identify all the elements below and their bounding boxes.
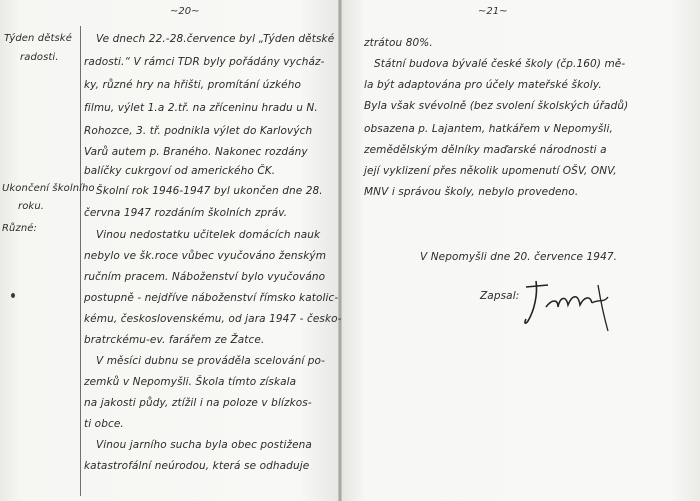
text-line: Vinou jarního sucha byla obec postižena [96,439,312,451]
side-note: Ukončení školního [2,183,95,194]
recorded-by-label: Zapsal: [480,290,520,302]
text-line: V měsíci dubnu se prováděla scelování po- [96,355,325,367]
side-note: Různé: [2,223,37,234]
text-line: ztrátou 80%. [364,37,433,49]
book-gutter [338,0,342,501]
text-line: filmu, výlet 1.a 2.tř. na zříceninu hradu u N. [84,102,318,114]
left-page-number: ~20~ [170,6,200,17]
text-line: června 1947 rozdáním školních zpráv. [84,207,288,219]
text-line: ky, různé hry na hřišti, promítání úzkého [84,79,302,91]
text-line: ti obce. [84,418,124,430]
text-line: radosti.“ V rámci TDR byly pořádány vycház- [84,56,325,68]
text-line: Školní rok 1946-1947 byl ukončen dne 28. [96,185,323,197]
text-line: zemků v Nepomyšli. Škola tímto získala [84,376,297,388]
signature-drawing [522,277,614,335]
text-line: postupně - nejdříve náboženství římsko katolic- [84,292,339,304]
text-line: zemědělským dělníky maďarské národnosti a [364,144,607,156]
text-line: její vyklizení přes několik upomenutí OŠV, ONV, [364,165,617,177]
text-line: Byla však svévolně (bez svolení školských úřadů) [364,100,629,112]
right-page-number: ~21~ [478,6,508,17]
side-note: roku. [18,201,45,212]
text-line: balíčky cukrgoví od amerického ČK. [84,165,276,177]
side-note: Týden dětské [4,33,72,44]
text-line: Ve dnech 22.-28.července byl „Týden dětské [96,33,335,45]
text-line: la být adaptována pro účely mateřské školy. [364,79,602,91]
text-line: katastrofální neúrodou, která se odhaduje [84,460,310,472]
text-line: kému, československému, od jara 1947 - česko- [84,313,342,325]
text-line: bratrckému-ev. farářem ze Žatce. [84,334,265,346]
text-line: Státní budova bývalé české školy (čp.160) mě- [374,58,626,70]
text-line: obsazena p. Lajantem, hatkářem v Nepomyšli, [364,123,613,135]
text-line: nebylo ve šk.roce vůbec vyučováno ženským [84,250,327,262]
ink-dot [11,293,15,298]
margin-rule [80,26,81,496]
side-note: radosti. [20,52,59,63]
text-line: Varů autem p. Braného. Nakonec rozdány [84,146,308,158]
text-line: ručním pracem. Náboženství bylo vyučováno [84,271,326,283]
text-line: MNV i správou školy, nebylo provedeno. [364,186,579,198]
text-line: Vinou nedostatku učitelek domácích nauk [96,229,321,241]
text-line: Rohozce, 3. tř. podnikla výlet do Karlových [84,125,313,137]
place-date: V Nepomyšli dne 20. července 1947. [420,251,618,263]
text-line: na jakosti půdy, ztížil i na poloze v blízkos- [84,397,312,409]
